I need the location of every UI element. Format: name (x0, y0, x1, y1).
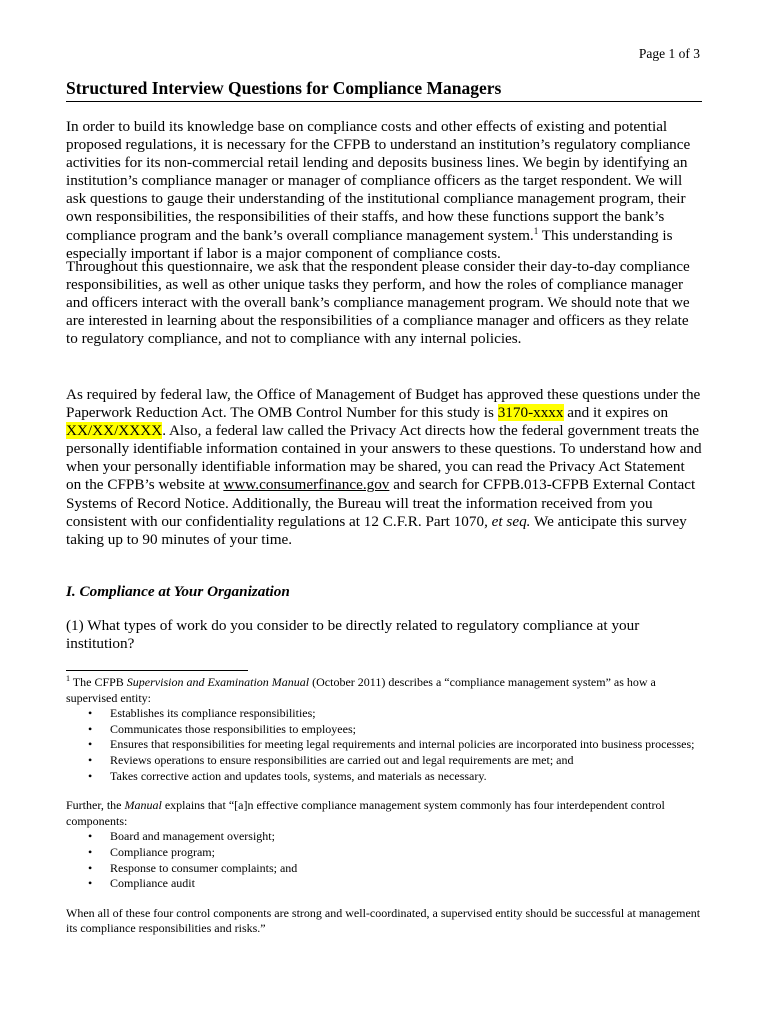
footnote-further-b: explains that “[a]n effective compliance management system commonly has four interdependent control components: (66, 798, 665, 828)
footnote-further-a: Further, the (66, 798, 125, 813)
intro-text: In order to build its knowledge base on compliance costs and other effects of existing and potential proposed regulations, it is necessary for the CFPB to understand an institution’s regulatory compliance activities for its non-commercial retail lending and deposits business lines. We begin by identifying an institution’s compliance manager or manager of compliance officers as the target respondent. We will ask questions to gauge their understanding of the institutional compliance management program, their own responsibilities, the responsibilities of their staffs, and how these functions support the bank’s compliance program and the bank’s overall compliance management system. (66, 118, 691, 244)
list-item: • Takes corrective action and updates tools, systems, and materials as necessary. (88, 769, 702, 785)
list-item: • Board and management oversight; (88, 829, 702, 845)
list-item: • Compliance program; (88, 845, 702, 861)
list-item: • Compliance audit (88, 876, 702, 892)
footnote-intro-b: (October 2011) describes a “compliance management system” as how a supervised entity: (66, 675, 656, 705)
section-heading: I. Compliance at Your Organization (66, 583, 290, 600)
intro-text-after: This understanding is especially important if labor is a major component of compliance costs. (66, 226, 673, 262)
footnote-divider (66, 670, 248, 671)
omb-text-3: . Also, a federal law called the Privacy Act directs how the federal government treats the personally identifiable information contained in your answers to these questions. To understand how and when your personally identifiable information may be shared, you can read the Privacy Act Statement on the CFPB’s website at (66, 422, 702, 494)
cms-responsibilities-list (88, 706, 702, 784)
omb-text-1: As required by federal law, the Office of Management of Budget has approved these questions under the Paperwork Reduction Act. The OMB Control Number for this study is (66, 386, 701, 422)
manual-title: Supervision and Examination Manual (126, 675, 310, 689)
footnote-intro-a: The CFPB (70, 675, 127, 689)
document-title: Structured Interview Questions for Compliance Managers (66, 78, 702, 102)
omb-text-4: and search for CFPB.013-CFPB External Contact Systems of Record Notice. Additionally, the Bureau will treat the information received from you consistent with our confidentiality regulations at 12 C.F.R. Part 1070, (66, 476, 696, 530)
list-item: • Response to consumer complaints; and (88, 861, 702, 877)
control-components-list (88, 829, 702, 891)
footnote-closing: When all of these four control components are strong and well-coordinated, a supervised entity should be successful at management its compliance responsibilities and risks.” (66, 905, 701, 936)
footnote-block (66, 675, 702, 937)
omb-control-number: 3170-xxxx (497, 404, 564, 422)
omb-paragraph (66, 386, 702, 549)
list-item: • Establishes its compliance responsibilities; (88, 706, 702, 722)
omb-expiry-date: XX/XX/XXXX (66, 422, 163, 440)
intro-paragraph (66, 118, 702, 263)
consumerfinance-link[interactable]: www.consumerfinance.gov (223, 476, 390, 494)
omb-text-5: We anticipate this survey taking up to 90 minutes of your time. (66, 512, 687, 548)
footnote-further (66, 798, 702, 829)
footnote-number: 1 (66, 674, 70, 683)
question-1: (1) What types of work do you consider to be directly related to regulatory compliance at your institution? (66, 617, 640, 653)
scope-paragraph: Throughout this questionnaire, we ask that the respondent please consider their day-to-day compliance responsibilities, as well as other unique tasks they perform, and how the roles of compliance manager and officers interact with the overall bank’s compliance management program. We should note that we are interested in learning about the responsibilities of a compliance manager and officers as they relate to regulatory compliance, and not to compliance with any internal policies. (66, 258, 690, 348)
list-item: • Communicates those responsibilities to employees; (88, 722, 702, 738)
omb-text-2: and it expires on (563, 404, 669, 422)
list-item: • Reviews operations to ensure responsibilities are carried out and legal requirements are met; and (88, 753, 702, 769)
page-number: Page 1 of 3 (638, 46, 700, 61)
footnote-reference[interactable]: 1 (533, 225, 539, 236)
footnote-intro (66, 675, 702, 706)
et-seq: et seq. (491, 512, 531, 530)
manual-short-title: Manual (124, 798, 162, 813)
list-item: • Ensures that responsibilities for meeting legal requirements and internal policies are incorporated into business processes; (88, 737, 702, 753)
